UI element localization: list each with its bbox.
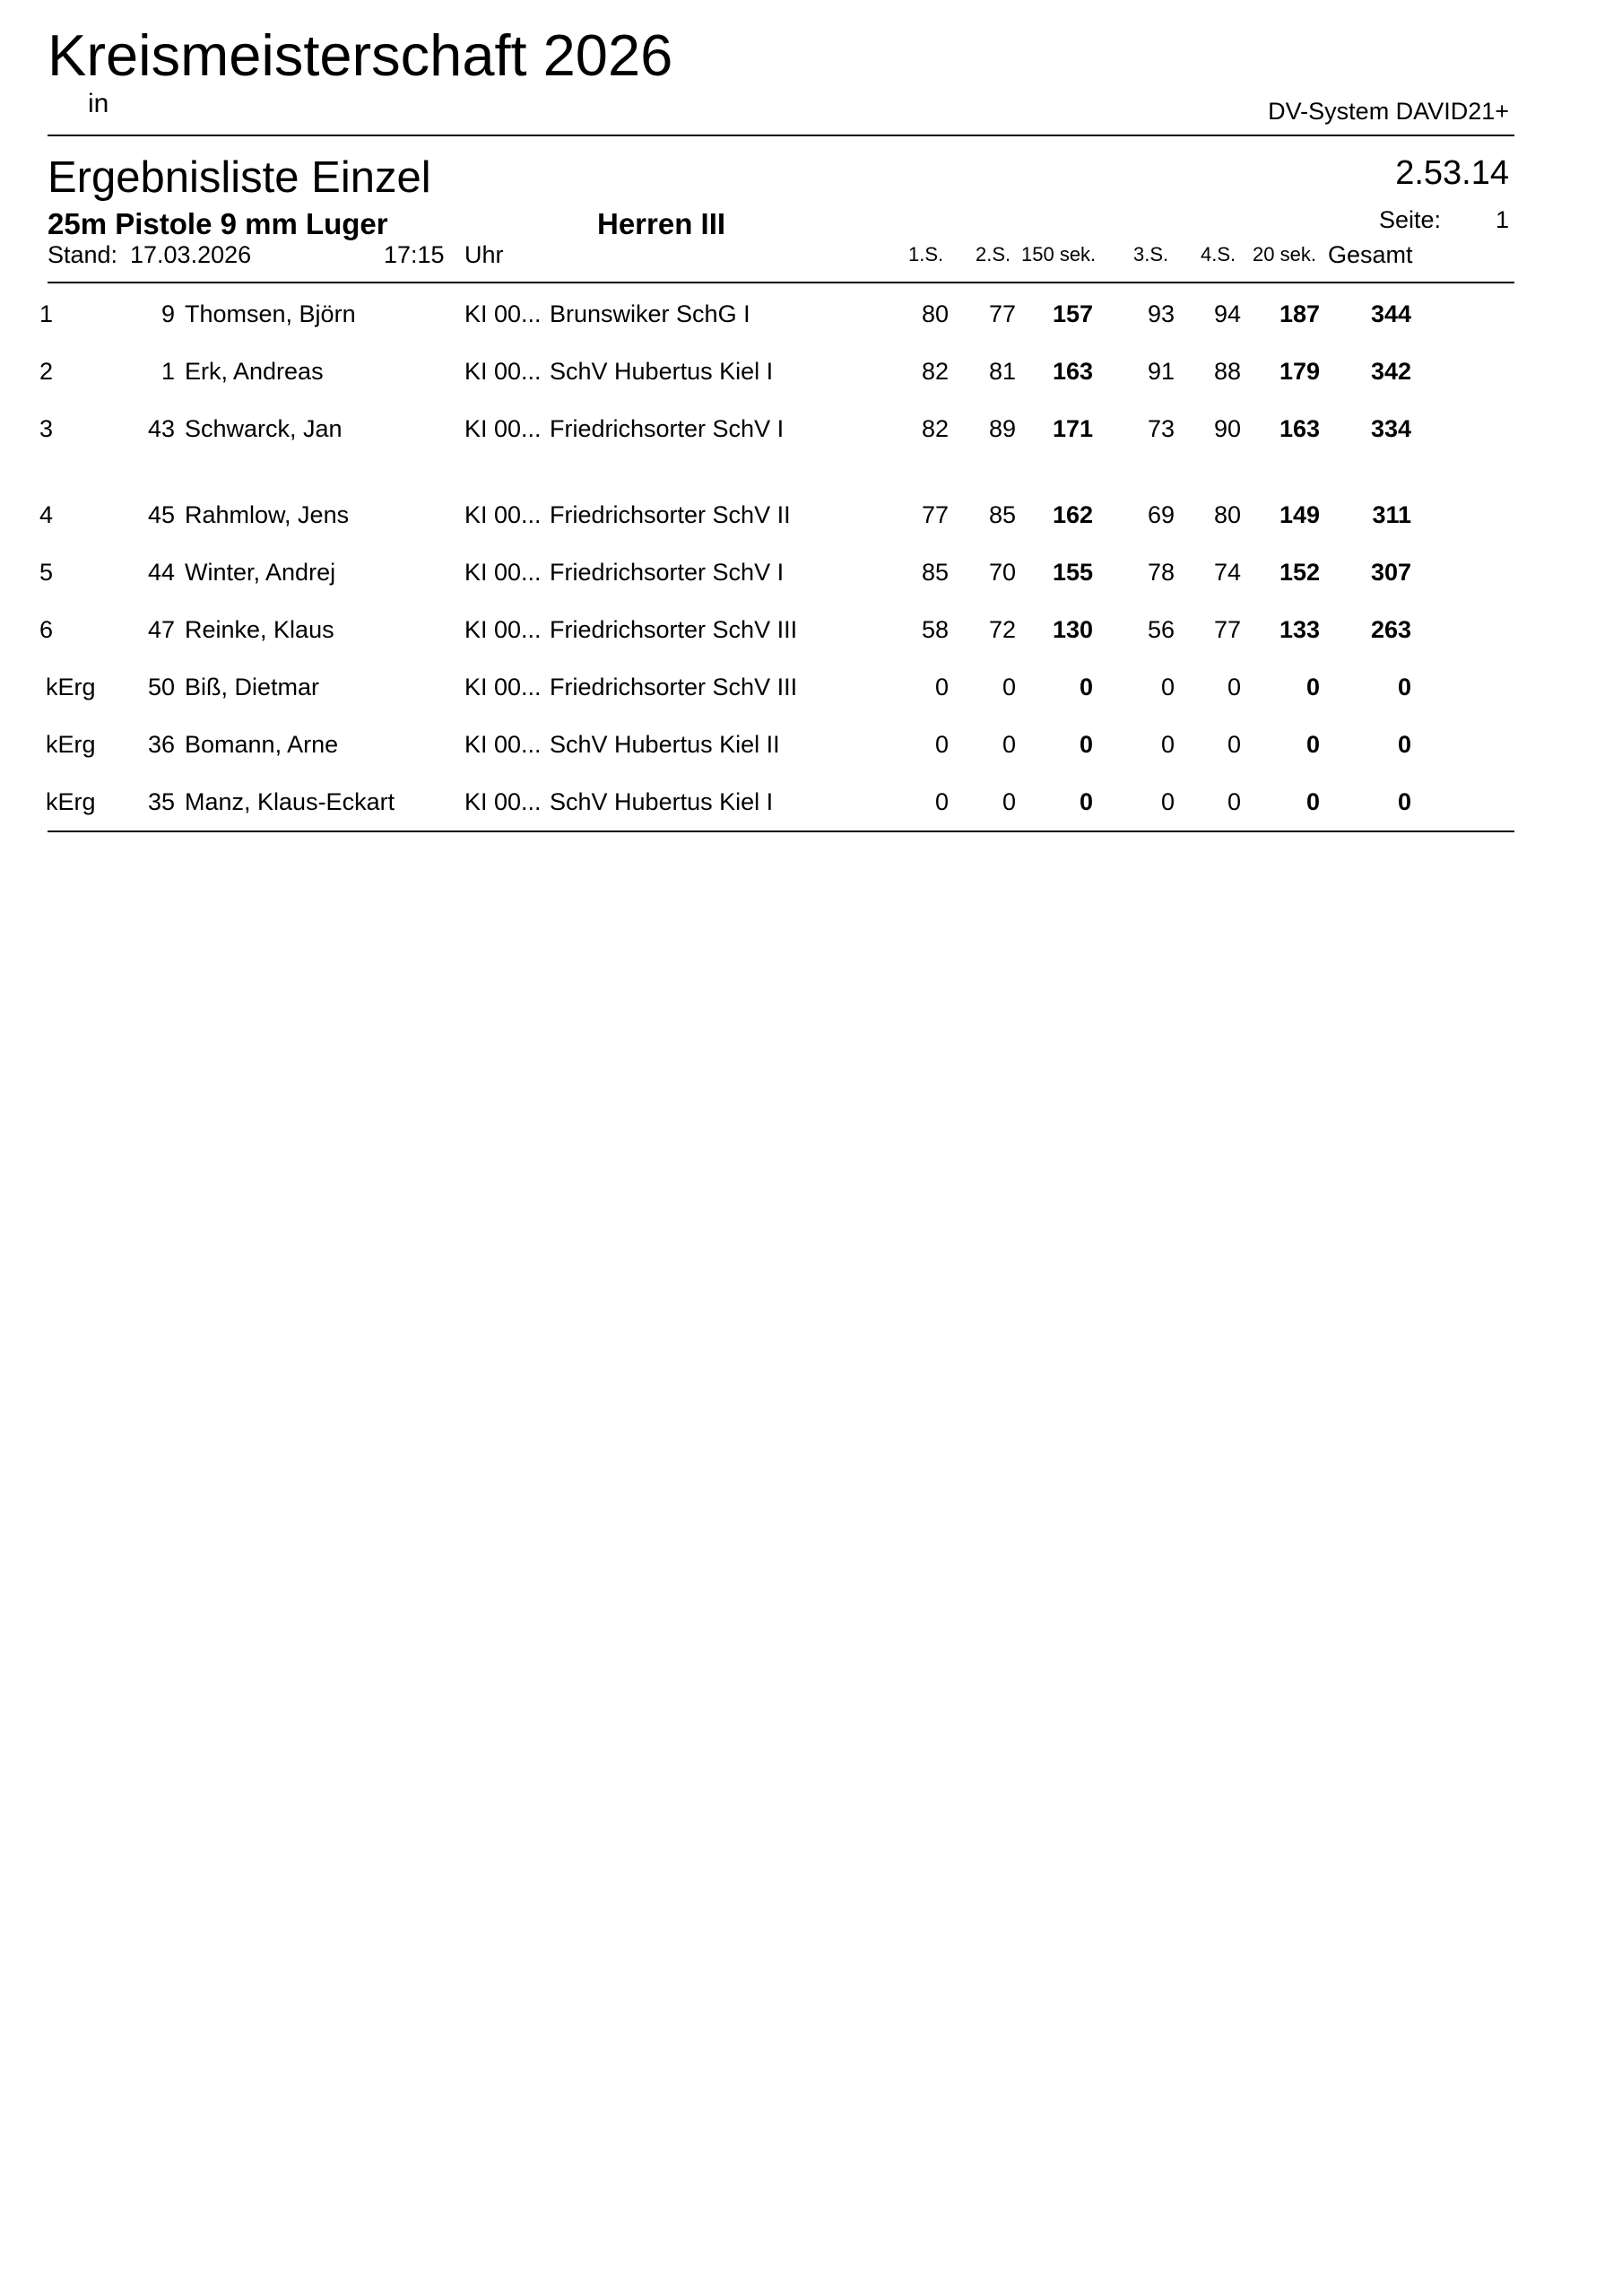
total: 0 xyxy=(1397,674,1411,700)
page-title: Kreismeisterschaft 2026 xyxy=(48,22,673,88)
club-name: Friedrichsorter SchV III xyxy=(550,674,798,700)
subtotal-150-sec: 162 xyxy=(1052,501,1093,528)
club-name: SchV Hubertus Kiel I xyxy=(550,358,774,385)
series-1: 0 xyxy=(934,674,949,700)
subtotal-20-sec: 179 xyxy=(1279,358,1320,385)
list-title: Ergebnisliste Einzel xyxy=(48,153,431,202)
subtotal-20-sec: 0 xyxy=(1305,674,1320,700)
series-2: 0 xyxy=(1002,788,1016,815)
subtotal-150-sec: 163 xyxy=(1052,358,1093,385)
shooter-name: Biß, Dietmar xyxy=(185,674,320,700)
column-header-series-2: 2.S. xyxy=(976,243,1011,265)
table-row xyxy=(0,726,1622,762)
table-footer-divider xyxy=(48,831,1514,832)
club-name: Friedrichsorter SchV I xyxy=(550,559,785,586)
shooter-name: Manz, Klaus-Eckart xyxy=(185,788,395,815)
discipline-title: 25m Pistole 9 mm Luger xyxy=(48,207,388,240)
subtotal-20-sec: 149 xyxy=(1279,501,1320,528)
subtotal-20-sec: 133 xyxy=(1279,616,1320,643)
series-1: 0 xyxy=(934,731,949,758)
total: 0 xyxy=(1397,731,1411,758)
version-number: 2.53.14 xyxy=(1395,154,1509,192)
rank: kErg xyxy=(46,788,96,815)
total: 0 xyxy=(1397,788,1411,815)
series-3: 69 xyxy=(1147,501,1175,528)
start-number: 35 xyxy=(147,788,175,815)
club-code: KI 00... xyxy=(464,788,542,815)
series-3: 0 xyxy=(1160,674,1175,700)
series-4: 77 xyxy=(1213,616,1241,643)
subtotal-150-sec: 130 xyxy=(1052,616,1093,643)
rank: 4 xyxy=(39,501,54,528)
series-4: 94 xyxy=(1213,300,1241,327)
series-1: 58 xyxy=(921,616,949,643)
series-2: 77 xyxy=(988,300,1016,327)
total: 307 xyxy=(1370,559,1411,586)
subtotal-150-sec: 171 xyxy=(1052,415,1093,442)
club-code: KI 00... xyxy=(464,358,542,385)
header-divider xyxy=(48,135,1514,136)
shooter-name: Thomsen, Björn xyxy=(185,300,356,327)
table-row xyxy=(0,669,1622,705)
column-header-total: Gesamt xyxy=(1328,241,1413,268)
shooter-name: Bomann, Arne xyxy=(185,731,339,758)
series-3: 78 xyxy=(1147,559,1175,586)
club-code: KI 00... xyxy=(464,300,542,327)
total: 311 xyxy=(1372,501,1411,528)
subtotal-20-sec: 0 xyxy=(1305,788,1320,815)
series-2: 70 xyxy=(988,559,1016,586)
start-number: 44 xyxy=(147,559,175,586)
series-1: 77 xyxy=(921,501,949,528)
club-code: KI 00... xyxy=(464,415,542,442)
rank: 2 xyxy=(39,358,54,385)
series-4: 0 xyxy=(1227,674,1241,700)
series-3: 0 xyxy=(1160,731,1175,758)
table-header-divider xyxy=(48,282,1514,283)
start-number: 1 xyxy=(160,358,175,385)
class-title: Herren III xyxy=(597,207,726,240)
club-code: KI 00... xyxy=(464,559,542,586)
column-header-20-sec: 20 sek. xyxy=(1253,243,1316,265)
shooter-name: Schwarck, Jan xyxy=(185,415,343,442)
club-name: Friedrichsorter SchV III xyxy=(550,616,798,643)
table-row xyxy=(0,411,1622,447)
table-row xyxy=(0,353,1622,389)
series-1: 80 xyxy=(921,300,949,327)
rank: kErg xyxy=(46,674,96,700)
rank: kErg xyxy=(46,731,96,758)
series-2: 0 xyxy=(1002,731,1016,758)
total: 344 xyxy=(1370,300,1411,327)
table-row xyxy=(0,296,1622,332)
table-row xyxy=(0,784,1622,820)
series-1: 0 xyxy=(934,788,949,815)
club-code: KI 00... xyxy=(464,616,542,643)
rank: 1 xyxy=(39,300,54,327)
club-name: Brunswiker SchG I xyxy=(550,300,750,327)
column-header-150-sec: 150 sek. xyxy=(1021,243,1097,265)
shooter-name: Erk, Andreas xyxy=(185,358,324,385)
rank: 6 xyxy=(39,616,54,643)
table-row xyxy=(0,612,1622,648)
shooter-name: Reinke, Klaus xyxy=(185,616,334,643)
series-2: 0 xyxy=(1002,674,1016,700)
column-header-series-3: 3.S. xyxy=(1133,243,1169,265)
subtotal-150-sec: 0 xyxy=(1079,674,1093,700)
rank: 5 xyxy=(39,559,54,586)
rank: 3 xyxy=(39,415,54,442)
column-header-series-4: 4.S. xyxy=(1201,243,1236,265)
start-number: 43 xyxy=(147,415,175,442)
column-header-series-1: 1.S. xyxy=(908,243,944,265)
club-name: SchV Hubertus Kiel II xyxy=(550,731,780,758)
club-code: KI 00... xyxy=(464,674,542,700)
start-number: 50 xyxy=(147,674,175,700)
series-3: 0 xyxy=(1160,788,1175,815)
series-3: 93 xyxy=(1147,300,1175,327)
start-number: 47 xyxy=(147,616,175,643)
subtotal-150-sec: 0 xyxy=(1079,731,1093,758)
series-4: 90 xyxy=(1213,415,1241,442)
shooter-name: Winter, Andrej xyxy=(185,559,336,586)
series-4: 74 xyxy=(1213,559,1241,586)
start-number: 45 xyxy=(147,501,175,528)
series-4: 0 xyxy=(1227,788,1241,815)
series-2: 85 xyxy=(988,501,1016,528)
series-1: 82 xyxy=(921,415,949,442)
subtotal-150-sec: 0 xyxy=(1079,788,1093,815)
stand-label: Stand: xyxy=(48,241,118,268)
stand-uhr: Uhr xyxy=(464,241,504,268)
stand-time: 17:15 xyxy=(384,241,445,268)
series-2: 89 xyxy=(988,415,1016,442)
series-3: 73 xyxy=(1147,415,1175,442)
series-2: 72 xyxy=(988,616,1016,643)
total: 342 xyxy=(1370,358,1411,385)
subtotal-20-sec: 0 xyxy=(1305,731,1320,758)
subtotal-150-sec: 157 xyxy=(1052,300,1093,327)
club-name: SchV Hubertus Kiel I xyxy=(550,788,774,815)
club-code: KI 00... xyxy=(464,731,542,758)
shooter-name: Rahmlow, Jens xyxy=(185,501,350,528)
page-label: Seite: xyxy=(1379,206,1442,233)
total: 263 xyxy=(1370,616,1411,643)
stand-date: 17.03.2026 xyxy=(130,241,252,268)
table-row xyxy=(0,497,1622,533)
series-4: 0 xyxy=(1227,731,1241,758)
subtotal-150-sec: 155 xyxy=(1052,559,1093,586)
club-name: Friedrichsorter SchV I xyxy=(550,415,785,442)
system-label: DV-System DAVID21+ xyxy=(1268,98,1509,125)
venue-subtitle: in xyxy=(88,89,109,118)
subtotal-20-sec: 163 xyxy=(1279,415,1320,442)
subtotal-20-sec: 152 xyxy=(1279,559,1320,586)
table-row xyxy=(0,554,1622,590)
series-4: 88 xyxy=(1213,358,1241,385)
subtotal-20-sec: 187 xyxy=(1279,300,1320,327)
series-1: 85 xyxy=(921,559,949,586)
page-number: 1 xyxy=(1495,206,1509,233)
series-3: 56 xyxy=(1147,616,1175,643)
series-2: 81 xyxy=(988,358,1016,385)
club-name: Friedrichsorter SchV II xyxy=(550,501,791,528)
start-number: 36 xyxy=(147,731,175,758)
series-1: 82 xyxy=(921,358,949,385)
series-4: 80 xyxy=(1213,501,1241,528)
club-code: KI 00... xyxy=(464,501,542,528)
start-number: 9 xyxy=(160,300,175,327)
series-3: 91 xyxy=(1147,358,1175,385)
total: 334 xyxy=(1370,415,1411,442)
